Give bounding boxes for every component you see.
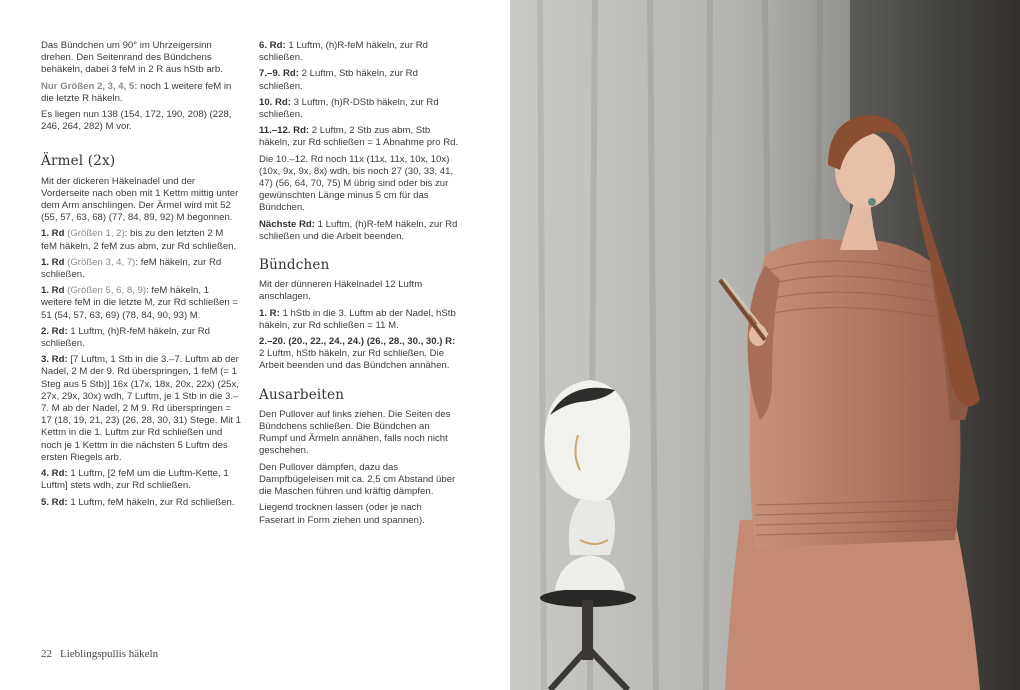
round-1-sizes-1-2: 1. Rd (Größen 1, 2): bis zu den letzten 2 M feM häkeln, 2 feM zus abm, zur Rd schließen. <box>41 228 237 252</box>
book-title: Lieblingspullis häkeln <box>60 648 159 660</box>
round-7-9: 7.–9. Rd: 2 Luftm, Stb häkeln, zur Rd schließen. <box>259 68 418 92</box>
page-number: 22 <box>41 648 52 660</box>
cuff-row-1: 1. R: 1 hStb in die 3. Luftm ab der Nadel, hStb häkeln, zur Rd schließen = 11 M. <box>259 307 456 331</box>
round-2: 2. Rd: 1 Luftm, (h)R-feM häkeln, zur Rd schließen. <box>41 325 211 350</box>
round-5: 5. Rd: 1 Luftm, feM häkeln, zur Rd schließen. <box>41 496 235 508</box>
repeat-paragraph: Die 10.–12. Rd noch 11x (11x, 11x, 10x, 10x) (10x, 9x, 9x, 8x) wdh, bis noch 27 (30, 33, 41, 47) (56, 64, 70, 75) M übrig sind oder bis zur gewünschten Länge minus 5 cm für das Bündchen. <box>259 153 454 214</box>
round-1-sizes-3-4-7: 1. Rd (Größen 3, 4, 7): feM häkeln, zur Rd schließen. <box>41 256 222 281</box>
page-footer <box>41 648 158 660</box>
sweater <box>750 239 961 548</box>
intro-paragraph-2: Nur Größen 2, 3, 4, 5: noch 1 weitere feM in die letzte R häkeln. <box>41 80 232 104</box>
photo <box>510 0 1020 690</box>
left-column <box>41 40 241 513</box>
next-round: Nächste Rd: 1 Luftm, (h)R-feM häkeln, zur Rd schließen und die Arbeit beenden. <box>259 218 458 242</box>
cuff-intro: Mit der dünneren Häkelnadel 12 Luftm anschlagen. <box>259 279 423 303</box>
finishing-paragraph-3: Liegend trocknen lassen (oder je nach Faserart in Form ziehen und spannen). <box>259 502 425 526</box>
intro-paragraph-1: Das Bündchen um 90° im Uhrzeigersinn drehen. Den Seitenrand des Bündchens behäkeln, dabei 3 feM in 2 R aus hStb arb. <box>41 40 223 76</box>
earring <box>868 198 876 206</box>
cuff-rows-2-20: 2.–20. (20., 22., 24., 24.) (26., 28., 30., 30.) R: 2 Luftm, hStb häkeln, zur Rd schließen. Die Arbeit beenden und das Bündchen annähen. <box>259 336 456 372</box>
round-6: 6. Rd: 1 Luftm, (h)R-feM häkeln, zur Rd schließen. <box>259 40 429 64</box>
intro-paragraph-3: Es liegen nun 138 (154, 172, 190, 208) (228, 246, 264, 282) M vor. <box>41 109 232 133</box>
photo-illustration <box>510 0 1020 690</box>
round-3: 3. Rd: [7 Luftm, 1 Stb in die 3.–7. Luftm ab der Nadel, 2 M der 9. Rd überspringen, 1 feM (= 1 Steg aus 5 Stb)] 16x (17x, 18x, 20x, 22x) (25x, 27x, 29x, 30x) wdh, 7 Luftm, je 1 Stb in die 3.–7. M ab der Nadel, 2 M 9. Rd überspringen = 17 (18, 19, 21, 23) (26, 28, 30, 31) Stege. Mit 1 Kettm in die 1. Luftm zur Rd schließen und noch je 1 Kettm in die nächsten 5 Luftm des ersten Riegels arb. <box>41 354 241 463</box>
finishing-paragraph-1: Den Pullover auf links ziehen. Die Seiten des Bündchens schließen. Die Bündchen an Rumpf und Ärmeln annähen, falls noch nicht geschehen. <box>259 408 451 457</box>
sleeves-intro: Mit der dickeren Häkelnadel und der Vorderseite nach oben mit 1 Kettm mittig unter dem Arm anschlingen. Der Ärmel wird mit 52 (55, 57, 63, 68) (77, 84, 89, 92) M begonnen. <box>41 175 239 224</box>
round-1-sizes-5-6-8-9: 1. Rd (Größen 5, 6, 8, 9): feM häkeln, 1 weitere feM in die letzte M, zur Rd schließen = 51 (54, 57, 63, 69) (78, 84, 90, 93) M. <box>41 285 239 321</box>
cuff-heading: Bündchen <box>259 257 330 274</box>
right-column <box>259 40 459 531</box>
hand <box>749 324 767 346</box>
finishing-heading: Ausarbeiten <box>259 386 345 403</box>
sizes-label: Nur Größen 2, 3, 4, 5: <box>41 80 138 92</box>
sleeves-heading: Ärmel (2x) <box>41 153 116 170</box>
round-10: 10. Rd: 3 Luftm, (h)R-DStb häkeln, zur Rd schließen. <box>259 96 439 121</box>
round-4: 4. Rd: 1 Luftm, [2 feM um die Luftm-Kette, 1 Luftm] stets wdh, zur Rd schließen. <box>41 468 229 492</box>
finishing-paragraph-2: Den Pullover dämpfen, dazu das Dampfbügeleisen mit ca. 2,5 cm Abstand über die Maschen führen und kräftig dämpfen. <box>259 461 456 498</box>
round-11-12: 11.–12. Rd: 2 Luftm, 2 Stb zus abm, Stb häkeln, zur Rd schließen = 1 Abnahme pro Rd. <box>259 125 459 149</box>
